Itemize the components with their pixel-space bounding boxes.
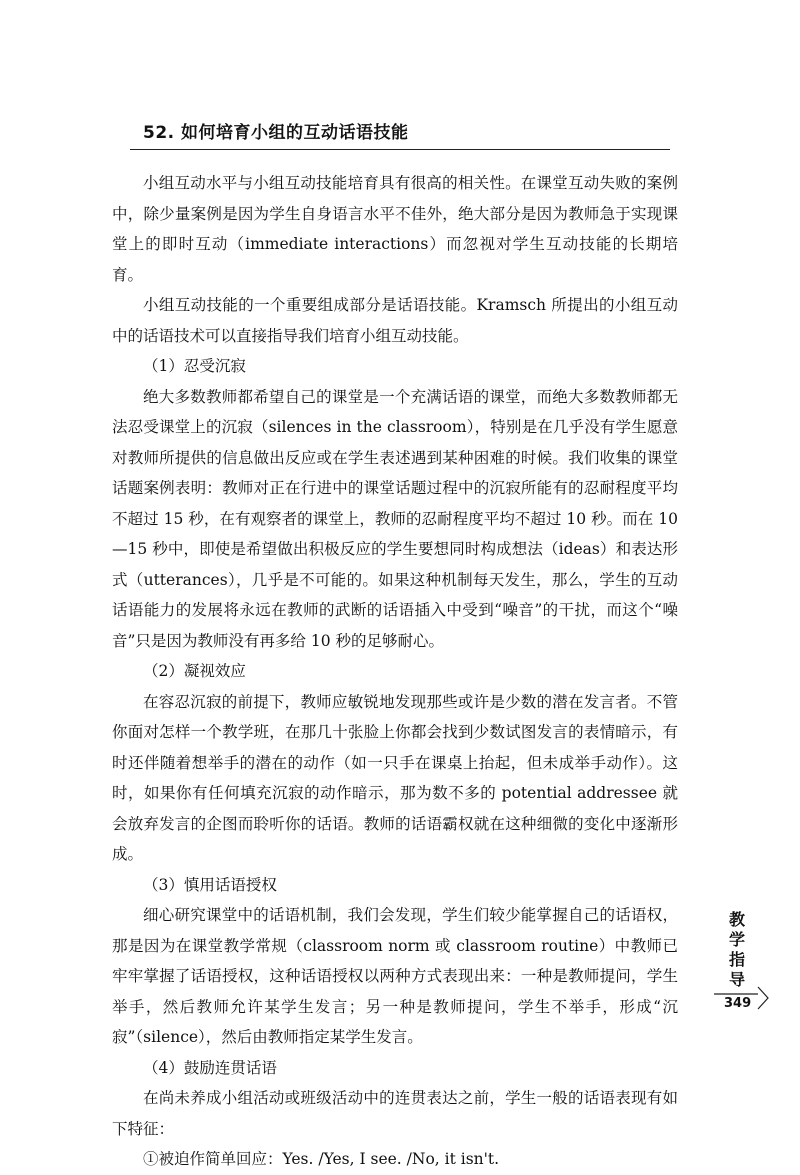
subheading: （1）忍受沉寂 (143, 357, 246, 375)
paragraph: 细心研究课堂中的话语机制，我们会发现，学生们较少能掌握自己的话语权，那是因为在课堂教学常规（classroom norm 或 classroom routine）中教师已牢牢掌握了话语授权，这种话语授权以两种方式表现出来：一种是教师提问，学生举手，然后教师允许某学生发言；另一种是教师提问，学生不举手，形成“沉寂”（silence），然后由教师指定某学生发言。 (112, 906, 678, 1046)
section-title: 52. 如何培育小组的互动话语技能 (143, 123, 409, 143)
paragraph: 绝大多数教师都希望自己的课堂是一个充满话语的课堂，而绝大多数教师都无法忍受课堂上的沉寂（silences in the classroom），特别是在几乎没有学生愿意对教师所提供的信息做出反应或在学生表述遇到某种困难的时候。我们收集的课堂话题案例表明：教师对正在行进中的课堂话题过程中的沉寂所能有的忍耐程度平均不超过 15 秒，在有观察者的课堂上，教师的忍耐程度平均不超过 10 秒。而在 10—15 秒中，即使是希望做出积极反应的学生要想同时构成想法（ideas）和表达形式（utterances），几乎是不可能的。如果这种机制每天发生，那么，学生的互动话语能力的发展将永远在教师的武断的话语插入中受到“噪音”的干扰，而这个“噪音”只是因为教师没有再多给 10 秒的足够耐心。 (112, 387, 678, 650)
paragraph: 在容忍沉寂的前提下，教师应敏锐地发现那些或许是少数的潜在发言者。不管你面对怎样一个教学班，在那几十张脸上你都会找到少数试图发言的表情暗示，有时还伴随着想举手的潜在的动作（如一只手在课桌上抬起，但未成举手动作）。这时，如果你有任何填充沉寂的动作暗示，那为数不多的 potential addressee 就会放弃发言的企图而聆听你的话语。教师的话语霸权就在这种细微的变化中逐渐形成。 (112, 692, 678, 863)
side-label-char: 指 (728, 950, 745, 969)
paragraph: 小组互动技能的一个重要组成部分是话语技能。Kramsch 所提出的小组互动中的话语技术可以直接指导我们培育小组互动技能。 (112, 296, 678, 345)
side-label-char: 教 (728, 910, 745, 929)
subheading: （4）鼓励连贯话语 (143, 1058, 277, 1077)
body-text (112, 168, 678, 1175)
subheading: （3）慎用话语授权 (143, 875, 277, 894)
side-section-label (722, 910, 752, 990)
subheading: （2）凝视效应 (143, 662, 246, 680)
paragraph: 小组互动水平与小组互动技能培育具有很高的相关性。在课堂互动失败的案例中，除少量案例是因为学生自身语言水平不佳外，绝大部分是因为教师急于实现课堂上的即时互动（immediate interactions）而忽视对学生互动技能的长期培育。 (112, 174, 678, 284)
side-label-char: 学 (728, 930, 745, 949)
page-number-marker (714, 986, 774, 1020)
side-label-char: 导 (728, 970, 745, 989)
list-item: ①被迫作简单回应：Yes. /Yes, I see. /No, it isn't. (143, 1150, 500, 1168)
paragraph: 在尚未养成小组活动或班级活动中的连贯表达之前，学生一般的话语表现有如下特征： (112, 1089, 678, 1138)
page-number: 349 (724, 996, 752, 1011)
section-heading-bar (130, 118, 670, 150)
